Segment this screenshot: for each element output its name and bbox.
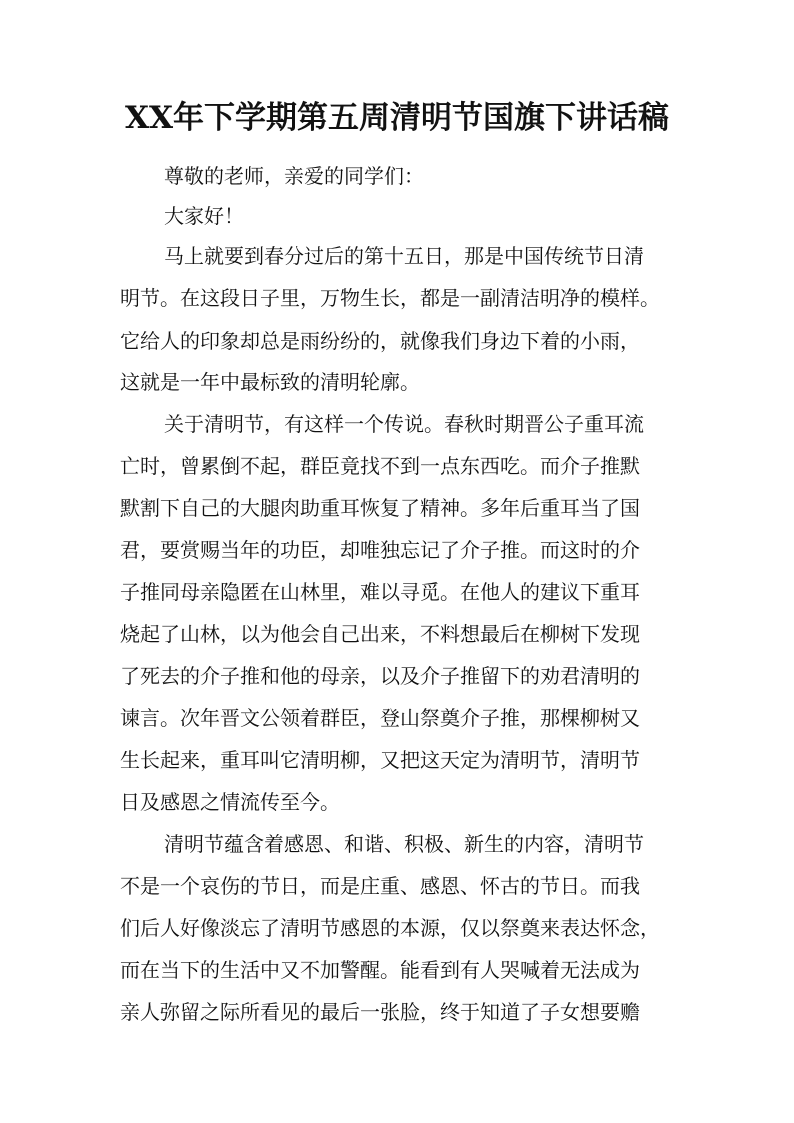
paragraph-1-line-1: 马上就要到春分过后的第十五日，那是中国传统节日清 <box>164 244 644 268</box>
paragraph-3-line-3: 们后人好像淡忘了清明节感恩的本源，仅以祭奠来表达怀念， <box>120 916 660 940</box>
paragraph-2-line-1: 关于清明节，有这样一个传说。春秋时期晋公子重耳流 <box>164 412 644 436</box>
greeting: 大家好！ <box>164 204 244 228</box>
page-title: XX年下学期第五周清明节国旗下讲话稿 <box>124 100 670 136</box>
paragraph-2-line-6: 烧起了山林，以为他会自己出来，不料想最后在柳树下发现 <box>120 622 640 646</box>
paragraph-2-line-3: 默割下自己的大腿肉助重耳恢复了精神。多年后重耳当了国 <box>120 496 640 520</box>
paragraph-3-line-5: 亲人弥留之际所看见的最后一张脸，终于知道了子女想要赡 <box>120 1000 640 1024</box>
paragraph-2-line-8: 谏言。次年晋文公领着群臣，登山祭奠介子推，那棵柳树又 <box>120 706 640 730</box>
paragraph-3-line-1: 清明节蕴含着感恩、和谐、积极、新生的内容，清明节 <box>164 832 644 856</box>
paragraph-2-line-10: 日及感恩之情流传至今。 <box>120 790 340 814</box>
paragraph-3-line-4: 而在当下的生活中又不加警醒。能看到有人哭喊着无法成为 <box>120 958 640 982</box>
paragraph-2-line-5: 子推同母亲隐匿在山林里，难以寻觅。在他人的建议下重耳 <box>120 580 640 604</box>
paragraph-3-line-2: 不是一个哀伤的节日，而是庄重、感恩、怀古的节日。而我 <box>120 874 640 898</box>
paragraph-2-line-7: 了死去的介子推和他的母亲，以及介子推留下的劝君清明的 <box>120 664 640 688</box>
paragraph-1-line-3: 它给人的印象却总是雨纷纷的，就像我们身边下着的小雨， <box>120 329 640 353</box>
paragraph-2-line-9: 生长起来，重耳叫它清明柳，又把这天定为清明节，清明节 <box>120 748 640 772</box>
paragraph-2-line-2: 亡时，曾累倒不起，群臣竟找不到一点东西吃。而介子推默 <box>120 454 640 478</box>
paragraph-1-line-4: 这就是一年中最标致的清明轮廓。 <box>120 370 420 394</box>
paragraph-1-line-2: 明节。在这段日子里，万物生长，都是一副清洁明净的模样。 <box>120 286 660 310</box>
salutation: 尊敬的老师，亲爱的同学们： <box>164 164 424 188</box>
paragraph-2-line-4: 君，要赏赐当年的功臣，却唯独忘记了介子推。而这时的介 <box>120 538 640 562</box>
